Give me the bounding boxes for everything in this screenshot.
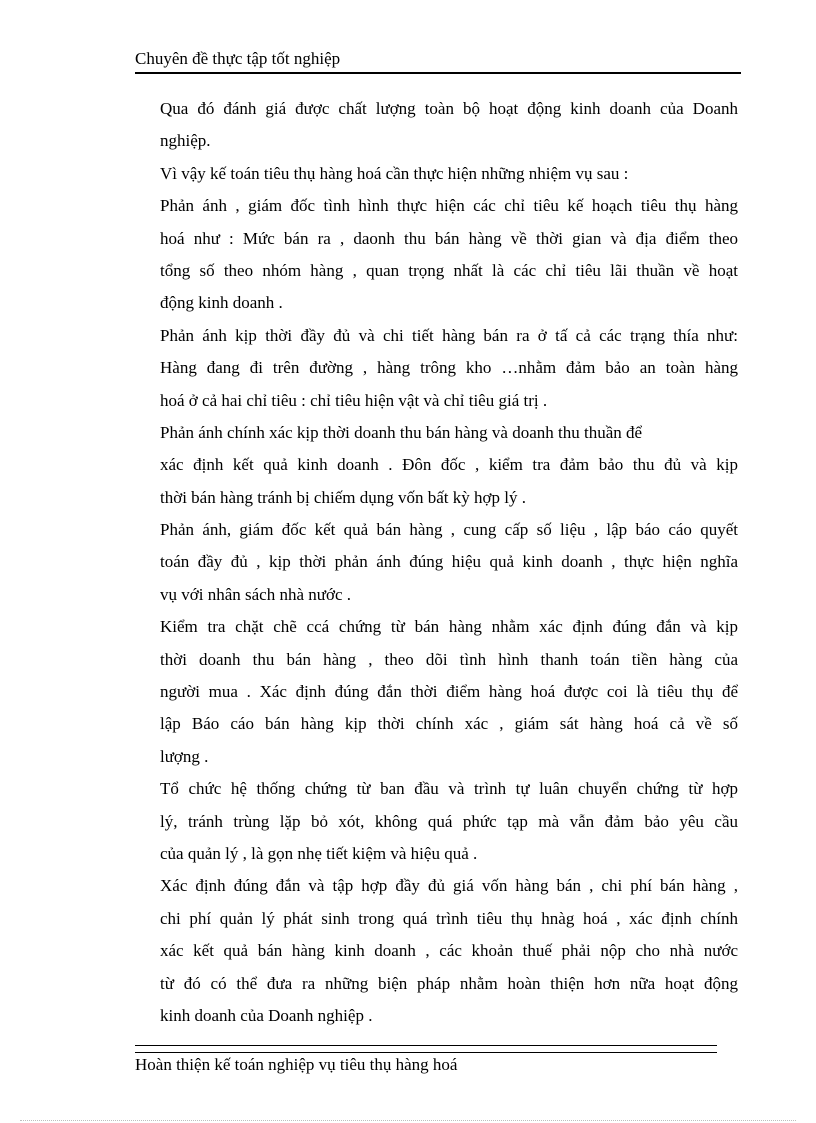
- text-line: xác kết quả bán hàng kinh doanh , các khoản thuế phải nộp cho nhà nước: [160, 941, 738, 961]
- text-line: vụ với nhân sách nhà nước .: [160, 584, 352, 604]
- footer-title: Hoàn thiện kế toán nghiệp vụ tiêu thụ hàng hoá: [135, 1055, 458, 1074]
- text-line: hoá như : Mức bán ra , daonh thu bán hàng về thời gian và địa điểm theo: [160, 228, 738, 248]
- text-line: Phản ánh chính xác kịp thời doanh thu bán hàng và doanh thu thuần để: [160, 422, 643, 442]
- text-line: người mua . Xác định đúng đắn thời điểm hàng hoá được coi là tiêu thụ để: [160, 682, 738, 702]
- header-title: Chuyên đề thực tập tốt nghiệp: [135, 49, 341, 68]
- text-line: Phản ánh , giám đốc tình hình thực hiện các chỉ tiêu kế hoạch tiêu thụ hàng: [160, 196, 738, 216]
- text-line: thời doanh thu bán hàng , theo dõi tình hình thanh toán tiền hàng của: [160, 649, 738, 669]
- footer-double-rule: [135, 1045, 717, 1053]
- text-line: thời bán hàng tránh bị chiếm dụng vốn bất kỳ hợp lý .: [160, 487, 526, 507]
- text-line: từ đó có thể đưa ra những biện pháp nhằm hoàn thiện hơn nữa hoạt động: [160, 973, 738, 993]
- text-line: động kinh doanh .: [160, 293, 283, 313]
- text-line: Phản ánh kịp thời đầy đủ và chi tiết hàng bán ra ở tấ cả các trạng thía như:: [160, 325, 738, 345]
- text-line: tổng số theo nhóm hàng , quan trọng nhất là các chỉ tiêu lãi thuần về hoạt: [160, 260, 738, 280]
- text-line: của quản lý , là gọn nhẹ tiết kiệm và hiệu quả .: [160, 843, 478, 863]
- text-line: lý, tránh trùng lặp bỏ xót, không quá phức tạp mà vẫn đảm bảo yêu cầu: [160, 811, 738, 831]
- text-line: Phản ánh, giám đốc kết quả bán hàng , cung cấp số liệu , lập báo cáo quyết: [160, 520, 738, 540]
- text-line: Kiểm tra chặt chẽ ccá chứng từ bán hàng nhằm xác định đúng đắn và kịp: [160, 617, 738, 637]
- text-line: kinh doanh của Doanh nghiệp .: [160, 1005, 373, 1025]
- text-line: Vì vậy kế toán tiêu thụ hàng hoá cần thực hiện những nhiệm vụ sau :: [160, 163, 629, 183]
- text-line: Hàng đang đi trên đường , hàng trông kho …nhằm đảm bảo an toàn hàng: [160, 358, 738, 378]
- text-line: Qua đó đánh giá được chất lượng toàn bộ hoạt động kinh doanh của Doanh: [160, 99, 738, 118]
- text-line: lượng .: [160, 746, 209, 766]
- text-line: nghiệp.: [160, 131, 211, 151]
- text-line: chi phí quản lý phát sinh trong quá trình tiêu thụ hnàg hoá , xác định chính: [160, 908, 738, 928]
- text-line: toán đầy đủ , kịp thời phản ánh đúng hiệu quả kinh doanh , thực hiện nghĩa: [160, 552, 738, 572]
- document-body: [160, 93, 738, 1032]
- text-line: lập Báo cáo bán hàng kịp thời chính xác , giám sát hàng hoá cả về số: [160, 714, 738, 734]
- text-line: hoá ở cả hai chỉ tiêu : chỉ tiêu hiện vật và chỉ tiêu giá trị .: [160, 390, 548, 410]
- text-line: xác định kết quả kinh doanh . Đôn đốc , kiểm tra đảm bảo thu đủ và kịp: [160, 455, 738, 475]
- text-line: Xác định đúng đắn và tập hợp đầy đủ giá vốn hàng bán , chi phí bán hàng ,: [160, 876, 738, 896]
- text-line: Tổ chức hệ thống chứng từ ban đầu và trình tự luân chuyển chứng từ hợp: [160, 779, 738, 799]
- page-header: [135, 50, 741, 74]
- page-bottom-divider: [20, 1120, 796, 1121]
